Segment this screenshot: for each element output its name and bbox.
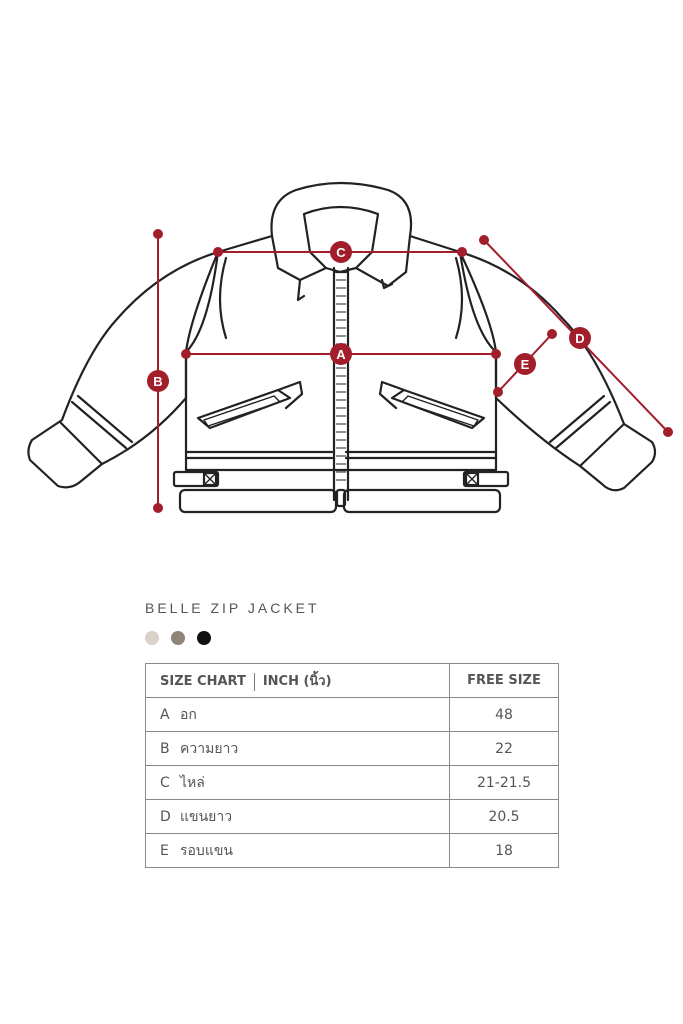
row-letter: A [160,706,170,723]
color-swatches [145,631,211,645]
marker-c [330,241,352,263]
marker-d-label: D [575,331,585,346]
header-label: SIZE CHART [160,674,246,689]
color-swatch-1[interactable] [145,631,159,645]
marker-b-label: B [153,374,163,389]
size-chart-table [145,663,559,868]
header-divider [254,673,255,691]
table-row [146,732,559,766]
marker-e-label: E [520,357,530,372]
row-value: 18 [450,834,559,868]
row-value: 21-21.5 [450,766,559,800]
header-label-cell [146,664,450,698]
marker-c-label: C [336,245,346,260]
row-value: 22 [450,732,559,766]
row-letter: E [160,842,169,859]
row-label: แขนยาว [180,808,233,825]
table-header-row [146,664,559,698]
header-size: FREE SIZE [450,664,559,698]
row-label: ไหล่ [180,774,205,791]
header-unit: INCH (นิ้ว) [262,674,332,689]
table-row [146,698,559,732]
row-label-cell [146,732,450,766]
color-swatch-2[interactable] [171,631,185,645]
row-letter: D [160,808,171,825]
table-row [146,800,559,834]
marker-b [147,370,169,392]
row-value: 48 [450,698,559,732]
row-label-cell [146,766,450,800]
row-label-cell [146,800,450,834]
row-value: 20.5 [450,800,559,834]
row-label-cell [146,698,450,732]
zipper-teeth [336,280,346,480]
product-title: BELLE ZIP JACKET [145,600,320,616]
row-label: อก [180,706,197,723]
marker-e [514,353,536,375]
row-letter: C [160,774,170,791]
color-swatch-3[interactable] [197,631,211,645]
table-row [146,834,559,868]
marker-d [569,327,591,349]
row-letter: B [160,740,170,757]
marker-a [330,343,352,365]
row-label: รอบแขน [180,842,233,859]
table-row [146,766,559,800]
row-label: ความยาว [180,740,239,757]
row-label-cell [146,834,450,868]
marker-a-label: A [336,347,346,362]
